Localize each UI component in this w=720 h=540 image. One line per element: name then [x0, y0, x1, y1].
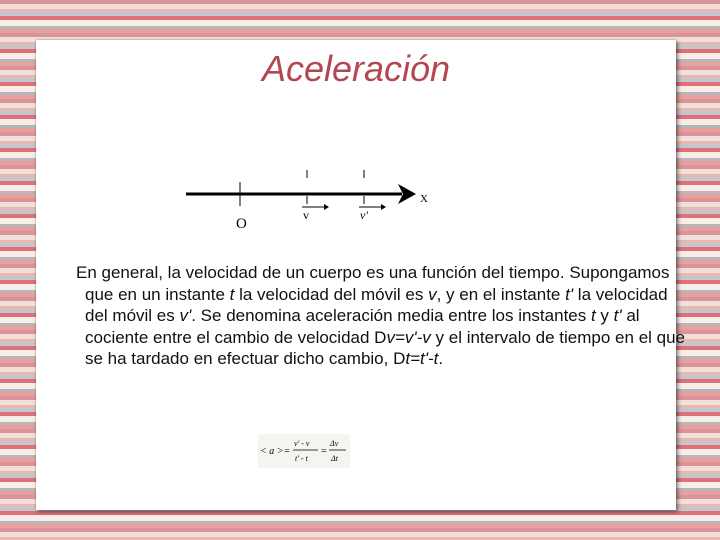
var-t: t	[590, 306, 596, 325]
var-v: v	[428, 284, 437, 304]
var-v-prime: v'	[179, 306, 192, 325]
formula-numerator-1: v' - v	[294, 439, 310, 448]
text-part: En general, la velocidad de un cuerpo es una función del tiempo. Supongamos que en un instante	[76, 263, 670, 304]
formula-equals: =	[321, 446, 327, 457]
delta-v-expression: v=v'-v	[386, 327, 431, 347]
text-part: . Se denomina aceleración media entre los instantes	[191, 306, 591, 325]
slide-title: Aceleración	[261, 48, 451, 89]
formula-denominator-2: Δt	[331, 454, 338, 463]
var-t-prime: t'	[613, 306, 622, 325]
text-part: la velocidad del móvil es	[85, 284, 668, 325]
text-part: al cociente entre el cambio de velocidad D	[85, 306, 640, 347]
origin-label: O	[236, 216, 247, 232]
average-acceleration-formula	[258, 434, 350, 468]
v-prime-label: v'	[360, 208, 368, 222]
text-part: y el intervalo de tiempo en el que se ha tardado en efectuar dicho cambio, D	[85, 327, 686, 368]
text-part: .	[438, 349, 444, 368]
body-paragraph	[76, 262, 685, 370]
v-label: v	[303, 208, 309, 222]
text-part: y	[595, 306, 614, 325]
formula-denominator-1: t' - t	[295, 454, 308, 463]
text-part: la velocidad del móvil es	[234, 284, 429, 304]
text-part: , y en el instante	[436, 284, 566, 304]
var-t: t	[229, 284, 235, 304]
delta-t-expression: t=t'-t	[405, 349, 439, 368]
axis-label: X	[420, 193, 428, 205]
var-t-prime: t'	[565, 284, 574, 304]
formula-lhs: < a >=	[260, 446, 291, 457]
formula-numerator-2: Δv	[330, 439, 339, 448]
slide	[36, 40, 686, 510]
motion-diagram	[184, 158, 436, 238]
